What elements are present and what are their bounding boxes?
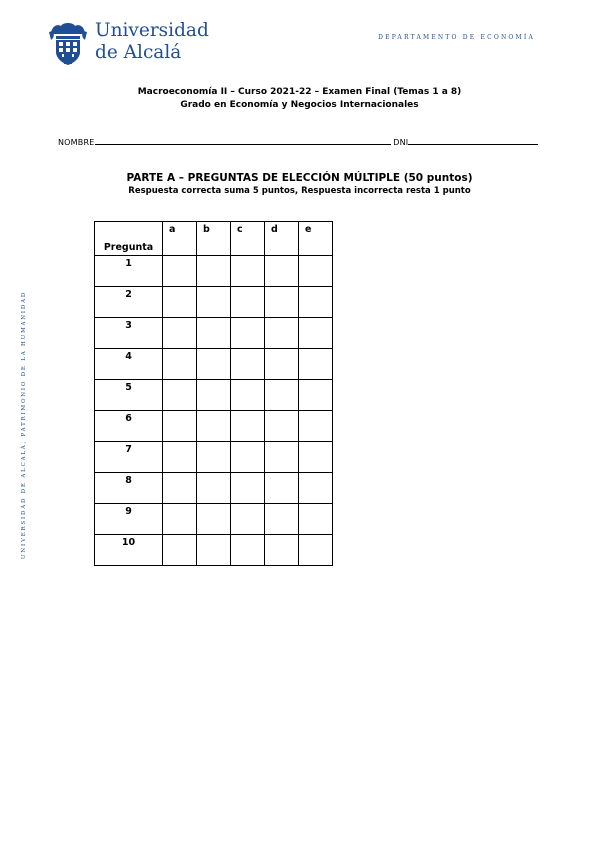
answer-cell-d[interactable] [265, 287, 299, 318]
answer-cell-e[interactable] [299, 318, 333, 349]
answer-cell-a[interactable] [163, 473, 197, 504]
university-logo [47, 20, 217, 66]
answer-cell-a[interactable] [163, 380, 197, 411]
answer-cell-c[interactable] [231, 287, 265, 318]
answer-cell-e[interactable] [299, 504, 333, 535]
answer-cell-a[interactable] [163, 411, 197, 442]
table-row [95, 504, 333, 535]
answer-cell-b[interactable] [197, 473, 231, 504]
answer-cell-b[interactable] [197, 287, 231, 318]
dni-label: DNI [393, 138, 409, 147]
table-row [95, 473, 333, 504]
university-crest-icon [47, 20, 89, 66]
table-row [95, 380, 333, 411]
question-number: 10 [95, 535, 163, 566]
answer-cell-b[interactable] [197, 349, 231, 380]
department-label: DEPARTAMENTO DE ECONOMÍA [378, 34, 535, 41]
option-header-c: c [231, 222, 265, 256]
exam-header [0, 86, 599, 112]
option-header-e: e [299, 222, 333, 256]
table-row [95, 318, 333, 349]
table-row [95, 287, 333, 318]
question-number: 4 [95, 349, 163, 380]
answer-cell-b[interactable] [197, 380, 231, 411]
table-row [95, 349, 333, 380]
exam-title: Macroeconomía II – Curso 2021-22 – Examen Final (Temas 1 a 8) [137, 87, 462, 97]
answer-table-header [95, 222, 333, 256]
answer-cell-a[interactable] [163, 287, 197, 318]
answer-cell-e[interactable] [299, 535, 333, 566]
question-number: 5 [95, 380, 163, 411]
answer-cell-d[interactable] [265, 318, 299, 349]
answer-cell-a[interactable] [163, 349, 197, 380]
question-number: 6 [95, 411, 163, 442]
answer-cell-d[interactable] [265, 442, 299, 473]
answer-cell-b[interactable] [197, 256, 231, 287]
side-vertical-text: UNIVERSIDAD DE ALCALÁ, PATRIMONIO DE LA HUMANIDAD [21, 290, 27, 560]
answer-cell-c[interactable] [231, 442, 265, 473]
answer-cell-c[interactable] [231, 535, 265, 566]
answer-cell-d[interactable] [265, 473, 299, 504]
answer-cell-b[interactable] [197, 535, 231, 566]
answer-cell-e[interactable] [299, 380, 333, 411]
section-subtitle: Respuesta correcta suma 5 puntos, Respuesta incorrecta resta 1 punto [128, 186, 471, 196]
answer-cell-a[interactable] [163, 535, 197, 566]
answer-cell-c[interactable] [231, 411, 265, 442]
table-row [95, 411, 333, 442]
option-header-a: a [163, 222, 197, 256]
option-header-d: d [265, 222, 299, 256]
answer-cell-c[interactable] [231, 473, 265, 504]
option-header-b: b [197, 222, 231, 256]
exam-degree: Grado en Economía y Negocios Internacionales [180, 100, 419, 110]
answer-cell-c[interactable] [231, 318, 265, 349]
logo-line-1: Universidad [95, 20, 209, 41]
question-column-header: Pregunta [95, 222, 163, 256]
table-row [95, 256, 333, 287]
answer-cell-b[interactable] [197, 504, 231, 535]
question-number: 2 [95, 287, 163, 318]
question-number: 1 [95, 256, 163, 287]
student-id-line [58, 136, 538, 147]
answer-cell-c[interactable] [231, 504, 265, 535]
answer-cell-d[interactable] [265, 380, 299, 411]
answer-cell-d[interactable] [265, 349, 299, 380]
question-number: 7 [95, 442, 163, 473]
answer-cell-e[interactable] [299, 349, 333, 380]
answer-cell-b[interactable] [197, 318, 231, 349]
dni-field[interactable] [408, 136, 538, 145]
answer-cell-a[interactable] [163, 256, 197, 287]
answer-cell-e[interactable] [299, 411, 333, 442]
answer-table-body [95, 256, 333, 566]
answer-cell-c[interactable] [231, 380, 265, 411]
answer-cell-d[interactable] [265, 504, 299, 535]
answer-table [94, 221, 333, 566]
table-row [95, 442, 333, 473]
answer-cell-a[interactable] [163, 318, 197, 349]
answer-cell-c[interactable] [231, 349, 265, 380]
answer-cell-a[interactable] [163, 504, 197, 535]
name-field[interactable] [95, 136, 391, 145]
logo-wordmark [95, 20, 209, 64]
answer-cell-d[interactable] [265, 411, 299, 442]
question-number: 8 [95, 473, 163, 504]
answer-cell-e[interactable] [299, 473, 333, 504]
question-number: 9 [95, 504, 163, 535]
logo-line-2: de Alcalá [95, 42, 182, 63]
answer-cell-d[interactable] [265, 256, 299, 287]
answer-cell-d[interactable] [265, 535, 299, 566]
answer-cell-e[interactable] [299, 256, 333, 287]
answer-cell-b[interactable] [197, 411, 231, 442]
answer-cell-e[interactable] [299, 287, 333, 318]
answer-cell-e[interactable] [299, 442, 333, 473]
name-label: NOMBRE [58, 138, 95, 147]
answer-cell-b[interactable] [197, 442, 231, 473]
table-row [95, 535, 333, 566]
question-number: 3 [95, 318, 163, 349]
answer-cell-c[interactable] [231, 256, 265, 287]
answer-cell-a[interactable] [163, 442, 197, 473]
section-title: PARTE A – PREGUNTAS DE ELECCIÓN MÚLTIPLE (50 puntos) [126, 172, 473, 184]
